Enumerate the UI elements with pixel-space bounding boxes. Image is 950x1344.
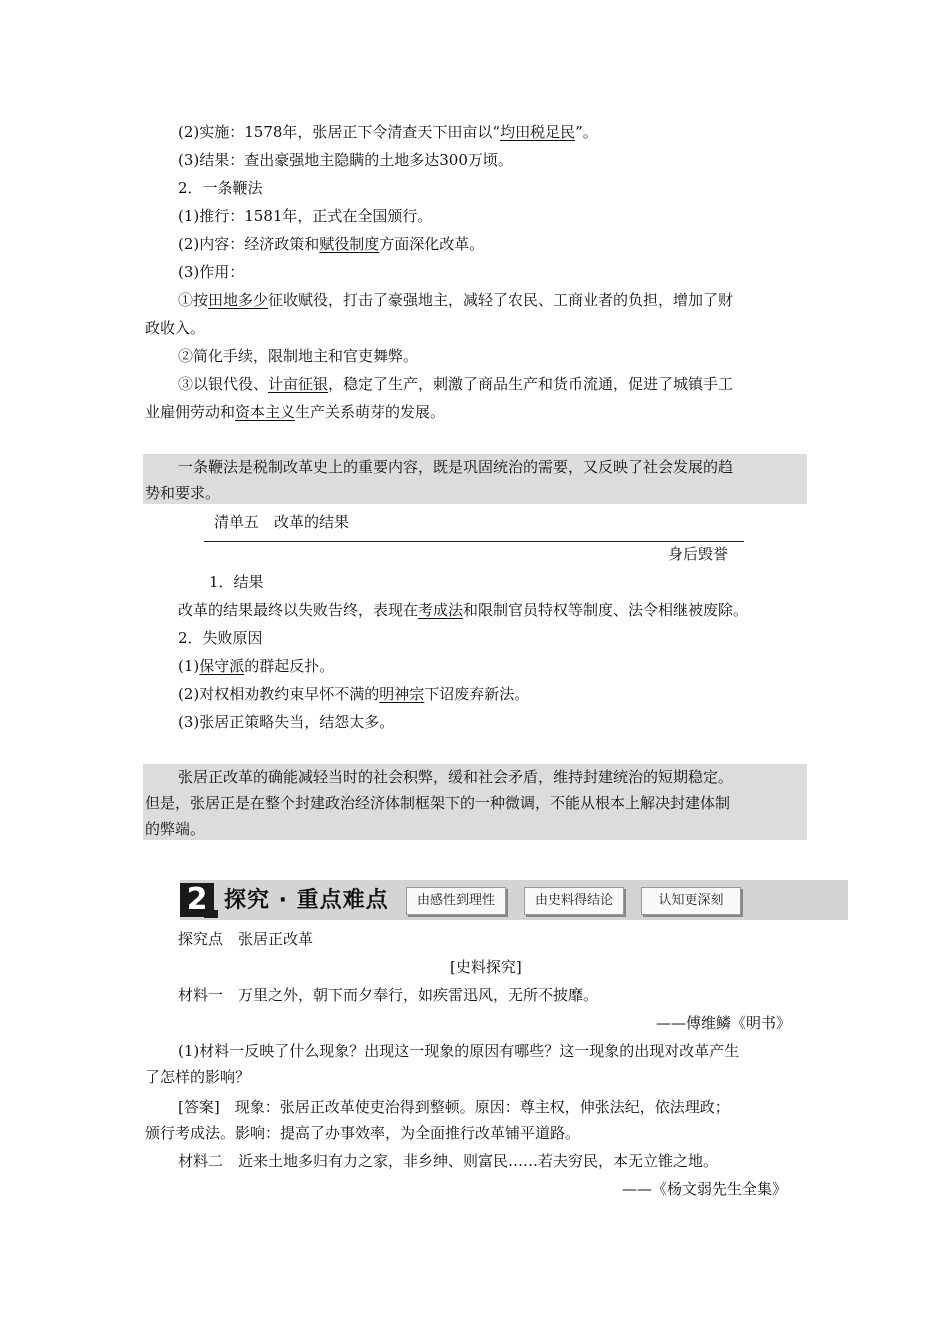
- source-citation: ——傅维鳞《明书》: [656, 1014, 792, 1032]
- note-text: 但是，张居正是在整个封建政治经济体制框架下的一种微调，不能从根本上解决封建体制: [145, 794, 731, 812]
- list-title: 清单五 改革的结果: [214, 513, 350, 531]
- note-text: 势和要求。: [145, 484, 221, 502]
- text-line: (2)对权相劝教约束早怀不满的明神宗下诏废弃新法。: [178, 685, 530, 703]
- source-material: 材料二 近来土地多归有力之家，非乡绅、则富民……若夫穷民，本无立锥之地。: [178, 1152, 719, 1170]
- banner-title: 探究 · 重点难点: [224, 888, 389, 913]
- note-text: 一条鞭法是税制改革史上的重要内容，既是巩固统治的需要，又反映了社会发展的趋: [178, 458, 734, 476]
- text-line: ①按田地多少征收赋役，打击了豪强地主，减轻了农民、工商业者的负担，增加了财: [178, 291, 734, 309]
- section-number-badge: 2: [180, 883, 214, 917]
- note-text: 张居正改革的确能减轻当时的社会积弊，缓和社会矛盾，维持封建统治的短期稳定。: [178, 768, 734, 786]
- section-heading: 2．失败原因: [178, 629, 263, 647]
- text-line: (2)实施：1578年，张居正下令清查天下田亩以“均田税足民”。: [178, 123, 598, 141]
- key-term: 计亩征银: [268, 375, 329, 393]
- divider: [204, 541, 744, 542]
- source-material: 材料一 万里之外，朝下而夕奉行，如疾雷迅风，无所不披靡。: [178, 986, 599, 1004]
- banner-chip-2: 由史料得结论: [524, 887, 624, 915]
- text-line: (2)内容：经济政策和赋役制度方面深化改革。: [178, 235, 485, 253]
- text-line: ②简化手续，限制地主和官吏舞弊。: [178, 347, 419, 365]
- section-heading: 1．结果: [209, 573, 264, 591]
- note-text: 的弊端。: [145, 820, 206, 838]
- text-line: (1)保守派的群起反扑。: [178, 657, 335, 675]
- text-line: ③以银代役、计亩征银，稳定了生产，刺激了商品生产和货币流通，促进了城镇手工: [178, 375, 734, 393]
- text-line: (1)推行：1581年，正式在全国颁行。: [178, 207, 433, 225]
- text-line: (3)张居正策略失当，结怨太多。: [178, 713, 395, 731]
- text-line: (3)作用：: [178, 263, 245, 281]
- subsection-label: [史料探究]: [450, 958, 522, 976]
- text-line: 政收入。: [145, 319, 206, 337]
- inquiry-heading: 探究点 张居正改革: [178, 930, 314, 948]
- key-term: 保守派: [199, 657, 245, 675]
- source-citation: ——《杨文弱先生全集》: [622, 1180, 788, 1198]
- text-line: (3)结果：查出豪强地主隐瞒的土地多达300万顷。: [178, 151, 513, 169]
- list-subtitle: 身后毁誉: [668, 545, 729, 563]
- banner-chip-1: 由感性到理性: [406, 887, 506, 915]
- key-term: 均田税足民: [500, 123, 576, 141]
- text-line: 改革的结果最终以失败告终，表现在考成法和限制官员特权等制度、法令相继被废除。: [178, 601, 749, 619]
- text-line: 业雇佣劳动和资本主义生产关系萌芽的发展。: [145, 403, 446, 421]
- key-term: 明神宗: [379, 685, 425, 703]
- question-text: (1)材料一反映了什么现象？出现这一现象的原因有哪些？这一现象的出现对改革产生: [178, 1042, 740, 1060]
- key-term: 考成法: [418, 601, 464, 619]
- section-heading: 2．一条鞭法: [178, 179, 263, 197]
- answer-text: 颁行考成法。影响：提高了办事效率，为全面推行改革铺平道路。: [145, 1124, 581, 1142]
- answer-text: [答案] 现象：张居正改革使吏治得到整顿。原因：尊主权，伸张法纪，依法理政；: [178, 1098, 730, 1116]
- question-text: 了怎样的影响？: [145, 1068, 251, 1086]
- key-term: 资本主义: [235, 403, 296, 421]
- banner-chip-3: 认知更深刻: [641, 887, 741, 915]
- key-term: 田地多少: [208, 291, 269, 309]
- key-term: 赋役制度: [319, 235, 380, 253]
